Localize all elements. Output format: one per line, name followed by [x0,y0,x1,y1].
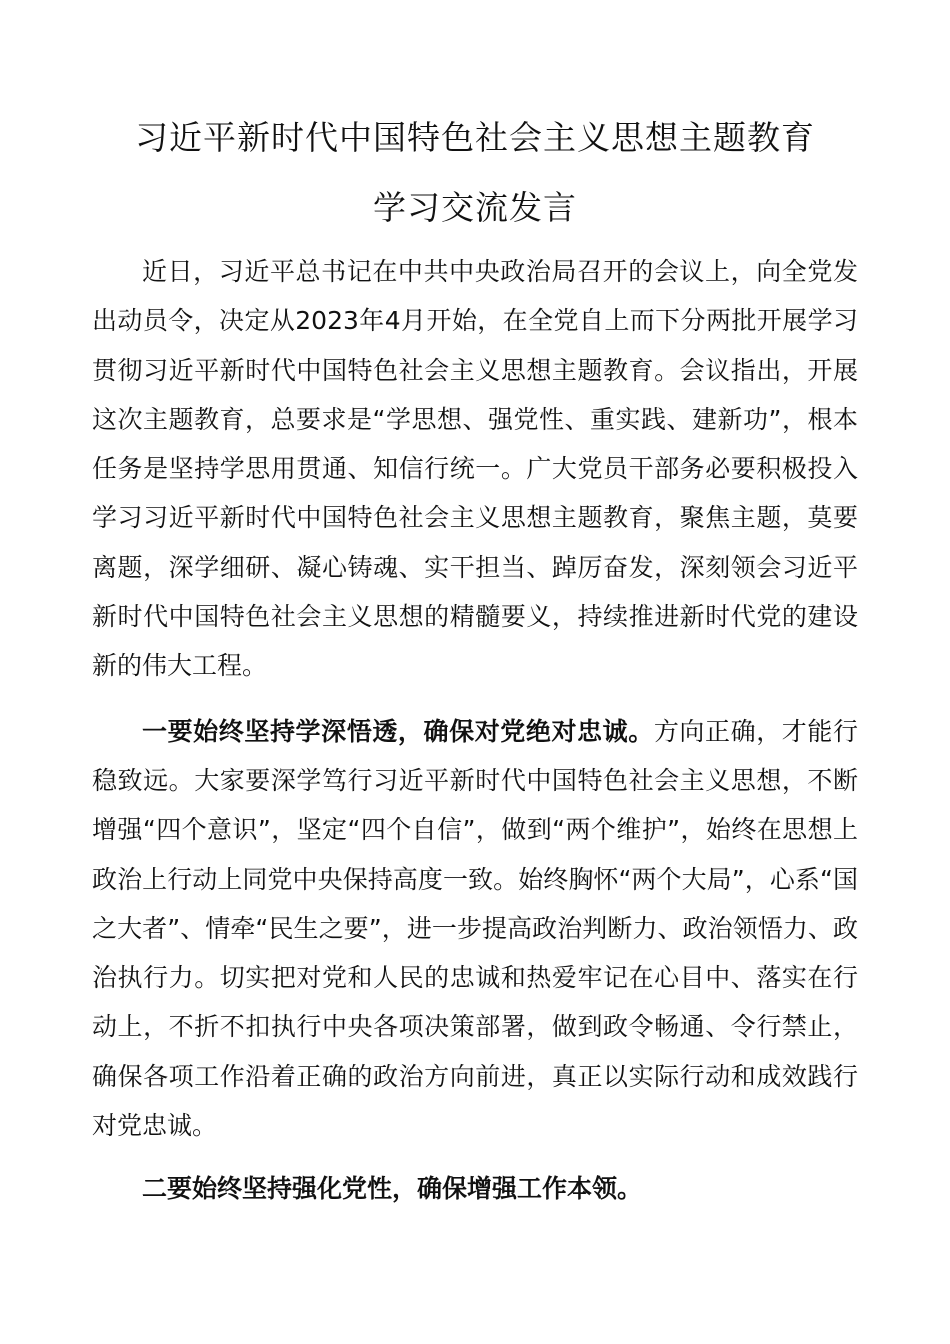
document-title-line-1: 习近平新时代中国特色社会主义思想主题教育 [135,118,815,157]
paragraph-intro: 近日，习近平总书记在中共中央政治局召开的会议上，向全党发出动员令，决定从2023年4月开始，在全党自上而下分两批开展学习贯彻习近平新时代中国特色社会主义思想主题教育。会议指出，开展这次主题教育，总要求是“学思想、强党性、重实践、建新功”，根本任务是坚持学思用贯通、知信行统一。广大党员干部务必要积极投入学习习近平新时代中国特色社会主义思想主题教育，聚焦主题，莫要离题，深学细研、凝心铸魂、实干担当、踔厉奋发，深刻领会习近平新时代中国特色社会主义思想的精髓要义，持续推进新时代党的建设新的伟大工程。 [92,257,858,681]
point-two-heading: 二要始终坚持强化党性，确保增强工作本领。 [142,1174,643,1204]
point-one-heading: 一要始终坚持学深悟透，确保对党绝对忠诚。 [142,716,654,746]
document-title-line-2: 学习交流发言 [373,188,577,227]
paragraph-point-one [92,707,858,1151]
point-one-body: 方向正确，才能行稳致远。大家要深学笃行习近平新时代中国特色社会主义思想，不断增强“四个意识”，坚定“四个自信”，做到“两个维护”，始终在思想上政治上行动上同党中央保持高度一致。始终胸怀“两个大局”，心系“国之大者”、情牵“民生之要”，进一步提高政治判断力、政治领悟力、政治执行力。切实把对党和人民的忠诚和热爱牢记在心目中、落实在行动上，不折不扣执行中央各项决策部署，做到政令畅通、令行禁止，确保各项工作沿着正确的政治方向前进，真正以实际行动和成效践行对党忠诚。 [92,716,858,1141]
paragraph-point-two [92,1164,858,1213]
